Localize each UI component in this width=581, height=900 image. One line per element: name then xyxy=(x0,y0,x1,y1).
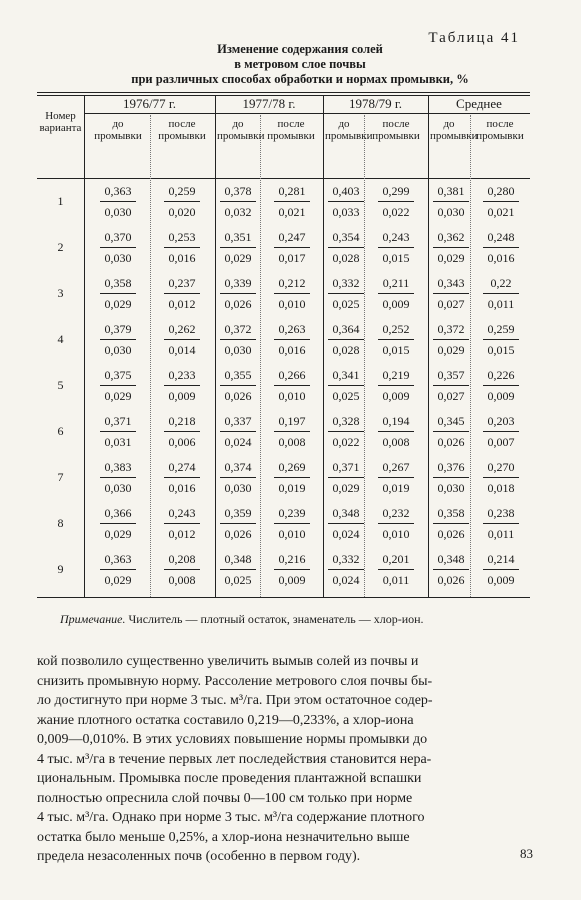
numerator-value: 0,362 xyxy=(437,230,465,244)
table-top-rule-1 xyxy=(37,92,530,93)
numerator-value: 0,372 xyxy=(224,322,252,336)
fraction-line xyxy=(378,431,414,432)
variant-number: 5 xyxy=(57,378,64,392)
fraction-line xyxy=(378,339,414,340)
col-divider xyxy=(84,95,85,597)
fraction-line xyxy=(483,431,519,432)
paragraph-line: снизить промывную норму. Рассоление метрового слоя почвы бы- xyxy=(37,673,433,689)
numerator-value: 0,376 xyxy=(437,460,465,474)
fraction-line xyxy=(100,477,136,478)
paragraph-line: кой позволило существенно увеличить вымыв солей из почвы и xyxy=(37,654,419,669)
year-header: 1978/79 г. xyxy=(349,96,402,111)
fraction-line xyxy=(483,293,519,294)
numerator-value: 0,403 xyxy=(332,184,360,198)
paragraph-line: жание плотного остатка составило 0,219—0,233%, а хлор-иона xyxy=(37,712,414,728)
fraction-line xyxy=(378,247,414,248)
denominator-value: 0,026 xyxy=(224,389,252,403)
fraction-line xyxy=(378,385,414,386)
fraction-line xyxy=(274,385,310,386)
denominator-value: 0,009 xyxy=(168,389,196,403)
fraction-line xyxy=(433,201,469,202)
body-paragraph xyxy=(37,652,537,867)
numerator-value: 0,381 xyxy=(437,184,465,198)
denominator-value: 0,027 xyxy=(437,389,465,403)
denominator-value: 0,022 xyxy=(382,205,410,219)
fraction-line xyxy=(220,201,256,202)
denominator-value: 0,020 xyxy=(168,205,196,219)
fraction-line xyxy=(274,431,310,432)
denominator-value: 0,027 xyxy=(437,297,465,311)
fraction-line xyxy=(220,431,256,432)
fraction-line xyxy=(483,339,519,340)
denominator-value: 0,008 xyxy=(382,435,410,449)
denominator-value: 0,029 xyxy=(437,251,465,265)
fraction-line xyxy=(433,385,469,386)
numerator-value: 0,345 xyxy=(437,414,465,428)
col-divider xyxy=(428,95,429,597)
denominator-value: 0,029 xyxy=(437,343,465,357)
numerator-value: 0,332 xyxy=(332,276,360,290)
paragraph-line: 4 тыс. м³/га. Однако при норме 3 тыс. м³/га содержание плотного xyxy=(37,810,425,825)
denominator-value: 0,011 xyxy=(487,297,515,311)
numerator-value: 0,358 xyxy=(104,276,132,290)
numerator-value: 0,212 xyxy=(278,276,306,290)
numerator-value: 0,243 xyxy=(168,506,196,520)
numerator-value: 0,351 xyxy=(224,230,252,244)
denominator-value: 0,016 xyxy=(168,481,196,495)
numerator-value: 0,355 xyxy=(224,368,252,382)
denominator-value: 0,029 xyxy=(104,297,132,311)
fraction-line xyxy=(378,569,414,570)
after-header: после промывки xyxy=(158,118,206,142)
denominator-value: 0,009 xyxy=(487,573,515,587)
fraction-line xyxy=(328,247,364,248)
subcol-divider xyxy=(150,115,151,597)
fraction-line xyxy=(328,293,364,294)
numerator-value: 0,348 xyxy=(224,552,252,566)
denominator-value: 0,021 xyxy=(487,205,515,219)
header-bottom-rule xyxy=(37,178,530,179)
variant-number: 3 xyxy=(57,286,64,300)
paragraph-line: циональным. Промывка после проведения плантажной вспашки xyxy=(37,771,422,786)
fraction-line xyxy=(328,523,364,524)
denominator-value: 0,010 xyxy=(278,389,306,403)
numerator-value: 0,366 xyxy=(104,506,132,520)
fraction-line xyxy=(164,201,200,202)
fraction-line xyxy=(220,293,256,294)
fraction-line xyxy=(220,477,256,478)
denominator-value: 0,029 xyxy=(104,527,132,541)
numerator-value: 0,269 xyxy=(278,460,306,474)
denominator-value: 0,024 xyxy=(332,573,360,587)
denominator-value: 0,014 xyxy=(168,343,196,357)
fraction-line xyxy=(378,523,414,524)
year-header: 1976/77 г. xyxy=(123,96,176,111)
fraction-line xyxy=(100,339,136,340)
denominator-value: 0,012 xyxy=(168,297,196,311)
denominator-value: 0,009 xyxy=(382,389,410,403)
numerator-value: 0,194 xyxy=(382,414,410,428)
denominator-value: 0,021 xyxy=(278,205,306,219)
denominator-value: 0,008 xyxy=(278,435,306,449)
numerator-value: 0,378 xyxy=(224,184,252,198)
fraction-line xyxy=(483,477,519,478)
denominator-value: 0,030 xyxy=(224,343,252,357)
numerator-value: 0,374 xyxy=(224,460,252,474)
fraction-line xyxy=(164,569,200,570)
fraction-line xyxy=(164,523,200,524)
denominator-value: 0,026 xyxy=(437,527,465,541)
numerator-value: 0,371 xyxy=(332,460,360,474)
denominator-value: 0,030 xyxy=(437,205,465,219)
fraction-line xyxy=(483,523,519,524)
numerator-value: 0,237 xyxy=(168,276,196,290)
denominator-value: 0,029 xyxy=(224,251,252,265)
fraction-line xyxy=(328,477,364,478)
variant-number-header: Номер варианта xyxy=(39,110,82,134)
fraction-line xyxy=(100,523,136,524)
before-header: до промывки xyxy=(325,118,373,142)
variant-number: 4 xyxy=(57,332,64,346)
fraction-line xyxy=(433,293,469,294)
numerator-value: 0,239 xyxy=(278,506,306,520)
denominator-value: 0,009 xyxy=(487,389,515,403)
paragraph-line: 0,009—0,010%. В этих условиях повышение нормы промывки до xyxy=(37,732,428,747)
fraction-line xyxy=(220,569,256,570)
fraction-line xyxy=(433,339,469,340)
variant-number: 8 xyxy=(57,516,64,530)
denominator-value: 0,029 xyxy=(332,481,360,495)
fraction-line xyxy=(100,201,136,202)
fraction-line xyxy=(433,247,469,248)
fraction-line xyxy=(483,201,519,202)
numerator-value: 0,267 xyxy=(382,460,410,474)
denominator-value: 0,025 xyxy=(332,389,360,403)
table-title-line-3: при различных способах обработки и нормах промывки, % xyxy=(131,72,469,86)
fraction-line xyxy=(220,339,256,340)
fraction-line xyxy=(433,569,469,570)
denominator-value: 0,029 xyxy=(104,389,132,403)
numerator-value: 0,363 xyxy=(104,184,132,198)
numerator-value: 0,262 xyxy=(168,322,196,336)
numerator-value: 0,354 xyxy=(332,230,360,244)
numerator-value: 0,238 xyxy=(487,506,515,520)
numerator-value: 0,383 xyxy=(104,460,132,474)
denominator-value: 0,015 xyxy=(487,343,515,357)
denominator-value: 0,032 xyxy=(224,205,252,219)
numerator-value: 0,248 xyxy=(487,230,515,244)
denominator-value: 0,033 xyxy=(332,205,360,219)
before-header: до промывки xyxy=(94,118,142,142)
denominator-value: 0,022 xyxy=(332,435,360,449)
variant-number: 2 xyxy=(57,240,64,254)
col-divider xyxy=(215,95,216,597)
fraction-line xyxy=(274,247,310,248)
numerator-value: 0,332 xyxy=(332,552,360,566)
denominator-value: 0,019 xyxy=(278,481,306,495)
note-label: Примечание. xyxy=(60,612,126,626)
fraction-line xyxy=(274,523,310,524)
fraction-line xyxy=(328,569,364,570)
numerator-value: 0,266 xyxy=(278,368,306,382)
fraction-line xyxy=(274,569,310,570)
fraction-line xyxy=(220,385,256,386)
fraction-line xyxy=(220,247,256,248)
fraction-line xyxy=(100,569,136,570)
numerator-value: 0,263 xyxy=(278,322,306,336)
numerator-value: 0,280 xyxy=(487,184,515,198)
fraction-line xyxy=(100,247,136,248)
before-header: до промывки xyxy=(430,118,478,142)
denominator-value: 0,007 xyxy=(487,435,515,449)
denominator-value: 0,030 xyxy=(104,343,132,357)
numerator-value: 0,218 xyxy=(168,414,196,428)
fraction-line xyxy=(328,431,364,432)
numerator-value: 0,358 xyxy=(437,506,465,520)
numerator-value: 0,211 xyxy=(382,276,410,290)
numerator-value: 0,259 xyxy=(487,322,515,336)
fraction-line xyxy=(328,339,364,340)
variant-number: 1 xyxy=(57,194,64,208)
fraction-line xyxy=(433,523,469,524)
denominator-value: 0,010 xyxy=(278,297,306,311)
fraction-line xyxy=(100,431,136,432)
paragraph-line: полностью опреснила слой почвы 0—100 см только при норме xyxy=(37,790,413,806)
fraction-line xyxy=(328,201,364,202)
numerator-value: 0,226 xyxy=(487,368,515,382)
numerator-value: 0,281 xyxy=(278,184,306,198)
fraction-line xyxy=(164,293,200,294)
year-underline xyxy=(84,113,530,114)
denominator-value: 0,030 xyxy=(104,205,132,219)
denominator-value: 0,030 xyxy=(224,481,252,495)
denominator-value: 0,010 xyxy=(382,527,410,541)
fraction-line xyxy=(328,385,364,386)
fraction-line xyxy=(433,477,469,478)
denominator-value: 0,025 xyxy=(332,297,360,311)
table-bottom-rule xyxy=(37,597,530,598)
denominator-value: 0,030 xyxy=(104,251,132,265)
denominator-value: 0,029 xyxy=(104,573,132,587)
numerator-value: 0,359 xyxy=(224,506,252,520)
denominator-value: 0,024 xyxy=(332,527,360,541)
fraction-line xyxy=(100,293,136,294)
numerator-value: 0,337 xyxy=(224,414,252,428)
denominator-value: 0,018 xyxy=(487,481,515,495)
fraction-line xyxy=(483,247,519,248)
paragraph-line: 4 тыс. м³/га в течение первых лет последействия становится нера- xyxy=(37,751,432,767)
denominator-value: 0,028 xyxy=(332,343,360,357)
denominator-value: 0,016 xyxy=(168,251,196,265)
denominator-value: 0,006 xyxy=(168,435,196,449)
denominator-value: 0,026 xyxy=(224,527,252,541)
denominator-value: 0,015 xyxy=(382,251,410,265)
denominator-value: 0,028 xyxy=(332,251,360,265)
year-header: Среднее xyxy=(456,96,502,111)
denominator-value: 0,030 xyxy=(104,481,132,495)
year-header: 1977/78 г. xyxy=(242,96,296,111)
numerator-value: 0,343 xyxy=(437,276,465,290)
numerator-value: 0,253 xyxy=(168,230,196,244)
denominator-value: 0,017 xyxy=(278,251,306,265)
fraction-line xyxy=(378,477,414,478)
variant-number: 6 xyxy=(57,424,64,438)
numerator-value: 0,208 xyxy=(168,552,196,566)
numerator-value: 0,214 xyxy=(487,552,515,566)
numerator-value: 0,243 xyxy=(382,230,410,244)
numerator-value: 0,348 xyxy=(332,506,360,520)
numerator-value: 0,348 xyxy=(437,552,465,566)
numerator-value: 0,219 xyxy=(382,368,410,382)
fraction-line xyxy=(378,201,414,202)
numerator-value: 0,270 xyxy=(487,460,515,474)
numerator-value: 0,375 xyxy=(104,368,132,382)
after-header: после промывки xyxy=(267,118,315,142)
numerator-value: 0,341 xyxy=(332,368,360,382)
fraction-line xyxy=(164,431,200,432)
numerator-value: 0,259 xyxy=(168,184,196,198)
fraction-line xyxy=(164,339,200,340)
denominator-value: 0,010 xyxy=(278,527,306,541)
fraction-line xyxy=(220,523,256,524)
fraction-line xyxy=(274,339,310,340)
denominator-value: 0,009 xyxy=(382,297,410,311)
page-number: 83 xyxy=(520,846,533,861)
numerator-value: 0,363 xyxy=(104,552,132,566)
variant-number: 9 xyxy=(57,562,64,576)
denominator-value: 0,026 xyxy=(437,435,465,449)
table-title-line-1: Изменение содержания солей xyxy=(217,42,383,56)
col-divider xyxy=(323,95,324,597)
fraction-line xyxy=(164,385,200,386)
fraction-line xyxy=(274,477,310,478)
denominator-value: 0,011 xyxy=(487,527,515,541)
fraction-line xyxy=(483,385,519,386)
fraction-line xyxy=(483,569,519,570)
denominator-value: 0,008 xyxy=(168,573,196,587)
variant-number: 7 xyxy=(57,470,64,484)
denominator-value: 0,026 xyxy=(437,573,465,587)
numerator-value: 0,216 xyxy=(278,552,306,566)
numerator-value: 0,370 xyxy=(104,230,132,244)
numerator-value: 0,328 xyxy=(332,414,360,428)
fraction-line xyxy=(164,247,200,248)
denominator-value: 0,015 xyxy=(382,343,410,357)
paragraph-line: ло достигнуто при норме 3 тыс. м³/га. При этом остаточное содер- xyxy=(37,693,433,708)
after-header: после промывки xyxy=(372,118,420,142)
fraction-line xyxy=(100,385,136,386)
table-label: Таблица 41 xyxy=(428,30,520,46)
numerator-value: 0,299 xyxy=(382,184,410,198)
before-header: до промывки xyxy=(217,118,265,142)
denominator-value: 0,009 xyxy=(278,573,306,587)
numerator-value: 0,274 xyxy=(168,460,196,474)
paragraph-line: предела незасоленных почв (особенно в первом году). xyxy=(37,849,361,864)
denominator-value: 0,025 xyxy=(224,573,252,587)
denominator-value: 0,012 xyxy=(168,527,196,541)
fraction-line xyxy=(378,293,414,294)
numerator-value: 0,22 xyxy=(490,276,512,290)
numerator-value: 0,197 xyxy=(278,414,306,428)
numerator-value: 0,232 xyxy=(382,506,410,520)
numerator-value: 0,339 xyxy=(224,276,252,290)
fraction-line xyxy=(164,477,200,478)
denominator-value: 0,016 xyxy=(487,251,515,265)
denominator-value: 0,030 xyxy=(437,481,465,495)
note-text: Числитель — плотный остаток, знаменатель — хлор-ион. xyxy=(125,612,424,626)
fraction-line xyxy=(274,293,310,294)
numerator-value: 0,247 xyxy=(278,230,306,244)
denominator-value: 0,019 xyxy=(382,481,410,495)
paragraph-line: остатка было меньше 0,25%, а хлор-иона незначительно выше xyxy=(37,829,410,845)
numerator-value: 0,379 xyxy=(104,322,132,336)
table-note xyxy=(60,612,424,627)
numerator-value: 0,371 xyxy=(104,414,132,428)
denominator-value: 0,026 xyxy=(224,297,252,311)
fraction-line xyxy=(433,431,469,432)
denominator-value: 0,024 xyxy=(224,435,252,449)
after-header: после промывки xyxy=(476,118,524,142)
numerator-value: 0,203 xyxy=(487,414,515,428)
denominator-value: 0,031 xyxy=(104,435,132,449)
numerator-value: 0,233 xyxy=(168,368,196,382)
numerator-value: 0,357 xyxy=(437,368,465,382)
fraction-line xyxy=(274,201,310,202)
numerator-value: 0,252 xyxy=(382,322,410,336)
subcol-divider xyxy=(260,115,261,597)
numerator-value: 0,364 xyxy=(332,322,360,336)
numerator-value: 0,372 xyxy=(437,322,465,336)
numerator-value: 0,201 xyxy=(382,552,410,566)
denominator-value: 0,011 xyxy=(382,573,410,587)
denominator-value: 0,016 xyxy=(278,343,306,357)
table-title-line-2: в метровом слое почвы xyxy=(234,57,366,71)
